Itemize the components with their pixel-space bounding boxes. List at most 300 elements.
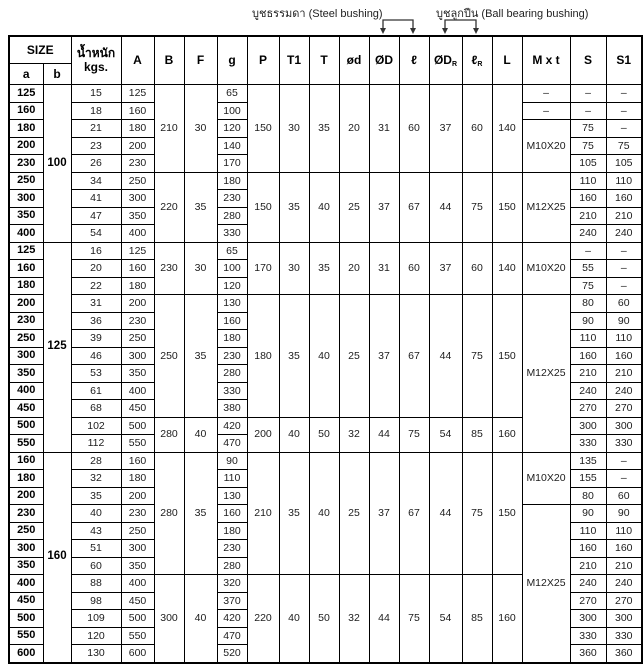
- cell-A: 230: [121, 505, 154, 523]
- spec-table-body: [9, 85, 642, 663]
- cell-g: 180: [217, 172, 247, 190]
- cell-S: 110: [570, 172, 606, 190]
- cell-b: 160: [43, 452, 71, 663]
- arrow-down-icon: [442, 28, 448, 34]
- cell-kgs: 102: [71, 417, 121, 435]
- table-row: [9, 295, 642, 313]
- cell-kgs: 51: [71, 540, 121, 558]
- cell-S: 160: [570, 540, 606, 558]
- cell-g: 100: [217, 102, 247, 120]
- cell-L: 160: [492, 575, 522, 663]
- cell-A: 500: [121, 610, 154, 628]
- cell-kgs: 54: [71, 225, 121, 243]
- cell-ODR: 54: [429, 575, 462, 663]
- cell-g: 120: [217, 120, 247, 138]
- cell-A: 400: [121, 575, 154, 593]
- cell-g: 230: [217, 540, 247, 558]
- cell-S1: 210: [606, 557, 642, 575]
- cell-S1: 360: [606, 645, 642, 663]
- cell-kgs: 15: [71, 85, 121, 103]
- header-col-od: ød: [339, 36, 369, 85]
- cell-S: 240: [570, 225, 606, 243]
- cell-od: 25: [339, 172, 369, 242]
- cell-A: 250: [121, 330, 154, 348]
- cell-T1: 40: [279, 417, 309, 452]
- cell-A: 300: [121, 190, 154, 208]
- cell-mxt: –: [522, 102, 570, 120]
- cell-a: 250: [9, 330, 43, 348]
- cell-kgs: 31: [71, 295, 121, 313]
- cell-a: 450: [9, 592, 43, 610]
- cell-S: 360: [570, 645, 606, 663]
- cell-S1: –: [606, 452, 642, 470]
- cell-kgs: 32: [71, 470, 121, 488]
- cell-g: 420: [217, 610, 247, 628]
- cell-mxt: M12X25: [522, 295, 570, 453]
- cell-g: 280: [217, 557, 247, 575]
- cell-A: 450: [121, 592, 154, 610]
- cell-T1: 40: [279, 575, 309, 663]
- cell-A: 200: [121, 137, 154, 155]
- cell-OD: 37: [369, 452, 399, 575]
- cell-g: 330: [217, 382, 247, 400]
- cell-S1: 300: [606, 417, 642, 435]
- cell-S1: 75: [606, 137, 642, 155]
- cell-S1: –: [606, 85, 642, 103]
- cell-kgs: 53: [71, 365, 121, 383]
- cell-A: 550: [121, 627, 154, 645]
- cell-kgs: 36: [71, 312, 121, 330]
- cell-S1: 240: [606, 575, 642, 593]
- header-weight-unit: kgs.: [83, 59, 108, 74]
- cell-l: 75: [399, 575, 429, 663]
- cell-P: 170: [247, 242, 279, 295]
- cell-T1: 30: [279, 85, 309, 173]
- cell-S: 55: [570, 260, 606, 278]
- cell-S1: –: [606, 242, 642, 260]
- cell-S: –: [570, 242, 606, 260]
- cell-S1: 240: [606, 225, 642, 243]
- cell-S: 160: [570, 347, 606, 365]
- cell-T: 40: [309, 172, 339, 242]
- header-weight: [71, 36, 121, 85]
- cell-l: 67: [399, 452, 429, 575]
- cell-S: 110: [570, 522, 606, 540]
- cell-kgs: 20: [71, 260, 121, 278]
- cell-g: 280: [217, 365, 247, 383]
- cell-P: 150: [247, 172, 279, 242]
- cell-S1: –: [606, 277, 642, 295]
- cell-S: 330: [570, 627, 606, 645]
- cell-T1: 30: [279, 242, 309, 295]
- cell-S: 110: [570, 330, 606, 348]
- cell-P: 180: [247, 295, 279, 418]
- cell-ODR: 44: [429, 172, 462, 242]
- cell-l: 60: [399, 85, 429, 173]
- header-weight-thai: น้ำหนัก: [76, 45, 116, 60]
- cell-S1: 330: [606, 627, 642, 645]
- cell-ODR: 37: [429, 85, 462, 173]
- cell-F: 30: [184, 85, 217, 173]
- header-col-S1: S1: [606, 36, 642, 85]
- cell-L: 140: [492, 242, 522, 295]
- cell-A: 400: [121, 225, 154, 243]
- cell-b: 125: [43, 242, 71, 452]
- cell-g: 180: [217, 330, 247, 348]
- ball-bearing-bushing-label: บูชลูกปืน (Ball bearing bushing): [436, 8, 589, 20]
- header-size: SIZE: [9, 36, 71, 64]
- cell-T1: 35: [279, 452, 309, 575]
- cell-T: 40: [309, 452, 339, 575]
- cell-g: 140: [217, 137, 247, 155]
- cell-od: 32: [339, 575, 369, 663]
- cell-ODR: 54: [429, 417, 462, 452]
- cell-g: 100: [217, 260, 247, 278]
- cell-S: 75: [570, 277, 606, 295]
- cell-S: 105: [570, 155, 606, 173]
- cell-a: 350: [9, 557, 43, 575]
- cell-A: 230: [121, 155, 154, 173]
- cell-S1: 60: [606, 295, 642, 313]
- cell-S: 90: [570, 312, 606, 330]
- cell-A: 125: [121, 242, 154, 260]
- cell-g: 160: [217, 312, 247, 330]
- header-col-P: P: [247, 36, 279, 85]
- cell-kgs: 112: [71, 435, 121, 453]
- cell-A: 160: [121, 260, 154, 278]
- cell-S: 135: [570, 452, 606, 470]
- table-row: [9, 452, 642, 470]
- bracket-arrows-icon: [0, 0, 644, 35]
- cell-A: 350: [121, 557, 154, 575]
- cell-a: 160: [9, 260, 43, 278]
- cell-S: –: [570, 85, 606, 103]
- cell-mxt: M12X25: [522, 505, 570, 663]
- cell-T: 50: [309, 575, 339, 663]
- cell-F: 40: [184, 575, 217, 663]
- cell-OD: 31: [369, 242, 399, 295]
- cell-a: 230: [9, 505, 43, 523]
- cell-g: 120: [217, 277, 247, 295]
- cell-OD: 44: [369, 417, 399, 452]
- cell-S: 300: [570, 417, 606, 435]
- cell-S1: 210: [606, 207, 642, 225]
- cell-S1: 160: [606, 540, 642, 558]
- cell-lR: 85: [462, 575, 492, 663]
- cell-a: 400: [9, 225, 43, 243]
- cell-S1: 300: [606, 610, 642, 628]
- cell-g: 470: [217, 435, 247, 453]
- cell-S: –: [570, 102, 606, 120]
- cell-kgs: 21: [71, 120, 121, 138]
- cell-S: 80: [570, 295, 606, 313]
- header-col-T1: T1: [279, 36, 309, 85]
- cell-ODR: 44: [429, 295, 462, 418]
- cell-A: 160: [121, 452, 154, 470]
- cell-kgs: 35: [71, 487, 121, 505]
- cell-a: 200: [9, 137, 43, 155]
- cell-mxt: M10X20: [522, 120, 570, 173]
- cell-kgs: 16: [71, 242, 121, 260]
- cell-T1: 35: [279, 295, 309, 418]
- cell-S1: –: [606, 470, 642, 488]
- header-b: b: [43, 64, 71, 85]
- cell-a: 350: [9, 365, 43, 383]
- cell-L: 150: [492, 452, 522, 575]
- cell-T1: 35: [279, 172, 309, 242]
- cell-kgs: 61: [71, 382, 121, 400]
- cell-S1: –: [606, 260, 642, 278]
- header-col-A: A: [121, 36, 154, 85]
- cell-g: 230: [217, 347, 247, 365]
- cell-S: 210: [570, 365, 606, 383]
- cell-S: 75: [570, 137, 606, 155]
- cell-a: 500: [9, 610, 43, 628]
- cell-a: 350: [9, 207, 43, 225]
- cell-S1: 240: [606, 382, 642, 400]
- cell-g: 230: [217, 190, 247, 208]
- cell-a: 600: [9, 645, 43, 663]
- cell-kgs: 41: [71, 190, 121, 208]
- cell-kgs: 43: [71, 522, 121, 540]
- cell-A: 450: [121, 400, 154, 418]
- cell-g: 65: [217, 85, 247, 103]
- cell-S1: 105: [606, 155, 642, 173]
- cell-g: 170: [217, 155, 247, 173]
- cell-A: 350: [121, 207, 154, 225]
- cell-g: 130: [217, 295, 247, 313]
- cell-g: 160: [217, 505, 247, 523]
- cell-S: 300: [570, 610, 606, 628]
- cell-kgs: 34: [71, 172, 121, 190]
- cell-S1: 60: [606, 487, 642, 505]
- cell-a: 200: [9, 487, 43, 505]
- header-col-l: ℓ: [399, 36, 429, 85]
- cell-S1: 330: [606, 435, 642, 453]
- cell-a: 230: [9, 312, 43, 330]
- header-a: a: [9, 64, 43, 85]
- cell-S: 210: [570, 207, 606, 225]
- cell-a: 300: [9, 347, 43, 365]
- cell-S1: 90: [606, 312, 642, 330]
- cell-L: 150: [492, 172, 522, 242]
- cell-P: 210: [247, 452, 279, 575]
- cell-A: 400: [121, 382, 154, 400]
- table-row: [9, 172, 642, 190]
- cell-T: 50: [309, 417, 339, 452]
- cell-F: 30: [184, 242, 217, 295]
- cell-a: 180: [9, 470, 43, 488]
- cell-g: 330: [217, 225, 247, 243]
- cell-kgs: 47: [71, 207, 121, 225]
- cell-S1: 90: [606, 505, 642, 523]
- cell-mxt: M10X20: [522, 242, 570, 295]
- cell-a: 250: [9, 522, 43, 540]
- cell-B: 210: [154, 85, 184, 173]
- cell-lR: 75: [462, 452, 492, 575]
- cell-g: 420: [217, 417, 247, 435]
- cell-A: 180: [121, 277, 154, 295]
- header-col-Mxt: M x t: [522, 36, 570, 85]
- cell-S: 155: [570, 470, 606, 488]
- cell-g: 370: [217, 592, 247, 610]
- cell-od: 25: [339, 452, 369, 575]
- steel-bushing-label: บูชธรรมดา (Steel bushing): [252, 8, 383, 20]
- cell-P: 220: [247, 575, 279, 663]
- header-col-S: S: [570, 36, 606, 85]
- header-col-T: T: [309, 36, 339, 85]
- cell-lR: 75: [462, 172, 492, 242]
- cell-kgs: 88: [71, 575, 121, 593]
- cell-OD: 31: [369, 85, 399, 173]
- cell-l: 67: [399, 172, 429, 242]
- cell-P: 200: [247, 417, 279, 452]
- cell-S1: 270: [606, 592, 642, 610]
- cell-a: 180: [9, 120, 43, 138]
- cell-kgs: 28: [71, 452, 121, 470]
- cell-A: 180: [121, 470, 154, 488]
- cell-g: 320: [217, 575, 247, 593]
- arrow-down-icon: [473, 28, 479, 34]
- cell-g: 520: [217, 645, 247, 663]
- cell-S: 210: [570, 557, 606, 575]
- cell-a: 230: [9, 155, 43, 173]
- cell-a: 250: [9, 172, 43, 190]
- cell-kgs: 109: [71, 610, 121, 628]
- cell-S: 240: [570, 575, 606, 593]
- cell-kgs: 68: [71, 400, 121, 418]
- cell-lR: 60: [462, 242, 492, 295]
- cell-F: 35: [184, 452, 217, 575]
- cell-a: 200: [9, 295, 43, 313]
- cell-A: 200: [121, 295, 154, 313]
- cell-kgs: 46: [71, 347, 121, 365]
- cell-mxt: –: [522, 85, 570, 103]
- cell-S: 240: [570, 382, 606, 400]
- cell-S1: –: [606, 102, 642, 120]
- cell-F: 35: [184, 172, 217, 242]
- cell-F: 35: [184, 295, 217, 418]
- cell-kgs: 22: [71, 277, 121, 295]
- cell-B: 250: [154, 295, 184, 418]
- cell-g: 65: [217, 242, 247, 260]
- header-col-L: L: [492, 36, 522, 85]
- cell-S1: 210: [606, 365, 642, 383]
- ball-bearing-bracket-icon: [445, 20, 476, 30]
- steel-bushing-bracket-icon: [383, 20, 413, 30]
- cell-kgs: 40: [71, 505, 121, 523]
- cell-ODR: 44: [429, 452, 462, 575]
- cell-A: 350: [121, 365, 154, 383]
- cell-g: 280: [217, 207, 247, 225]
- cell-a: 450: [9, 400, 43, 418]
- cell-A: 500: [121, 417, 154, 435]
- cell-T: 35: [309, 85, 339, 173]
- cell-a: 180: [9, 277, 43, 295]
- cell-S: 270: [570, 592, 606, 610]
- cell-A: 250: [121, 522, 154, 540]
- cell-S: 75: [570, 120, 606, 138]
- header-col-OD: ØD: [369, 36, 399, 85]
- cell-lR: 75: [462, 295, 492, 418]
- cell-g: 180: [217, 522, 247, 540]
- cell-B: 280: [154, 417, 184, 452]
- cell-l: 67: [399, 295, 429, 418]
- cell-g: 380: [217, 400, 247, 418]
- cell-kgs: 18: [71, 102, 121, 120]
- cell-S1: 110: [606, 522, 642, 540]
- cell-a: 300: [9, 190, 43, 208]
- table-row: [9, 242, 642, 260]
- cell-kgs: 26: [71, 155, 121, 173]
- cell-A: 300: [121, 347, 154, 365]
- cell-S1: 110: [606, 330, 642, 348]
- cell-a: 160: [9, 452, 43, 470]
- cell-a: 500: [9, 417, 43, 435]
- table-header: [9, 36, 642, 85]
- cell-od: 20: [339, 85, 369, 173]
- cell-kgs: 130: [71, 645, 121, 663]
- cell-kgs: 60: [71, 557, 121, 575]
- cell-P: 150: [247, 85, 279, 173]
- header-col-F: F: [184, 36, 217, 85]
- cell-kgs: 98: [71, 592, 121, 610]
- cell-L: 150: [492, 295, 522, 418]
- cell-l: 75: [399, 417, 429, 452]
- header-col-g: g: [217, 36, 247, 85]
- cell-B: 300: [154, 575, 184, 663]
- table-row: [9, 85, 642, 103]
- cell-l: 60: [399, 242, 429, 295]
- cell-OD: 37: [369, 295, 399, 418]
- cell-A: 160: [121, 102, 154, 120]
- cell-a: 125: [9, 85, 43, 103]
- cell-S1: 160: [606, 190, 642, 208]
- cell-S1: 270: [606, 400, 642, 418]
- cell-a: 300: [9, 540, 43, 558]
- cell-ODR: 37: [429, 242, 462, 295]
- cell-B: 280: [154, 452, 184, 575]
- cell-L: 160: [492, 417, 522, 452]
- cell-kgs: 120: [71, 627, 121, 645]
- arrow-down-icon: [380, 28, 386, 34]
- cell-od: 25: [339, 295, 369, 418]
- cell-kgs: 23: [71, 137, 121, 155]
- cell-L: 140: [492, 85, 522, 173]
- cell-lR: 60: [462, 85, 492, 173]
- header-col-B: B: [154, 36, 184, 85]
- cell-T: 40: [309, 295, 339, 418]
- arrow-down-icon: [410, 28, 416, 34]
- cell-A: 200: [121, 487, 154, 505]
- cell-a: 550: [9, 627, 43, 645]
- cell-g: 470: [217, 627, 247, 645]
- cell-A: 125: [121, 85, 154, 103]
- cell-a: 550: [9, 435, 43, 453]
- header-col-lR: ℓ$_R$: [462, 36, 492, 85]
- cell-kgs: 39: [71, 330, 121, 348]
- cell-T: 35: [309, 242, 339, 295]
- cell-S1: 110: [606, 172, 642, 190]
- header-col-ODR: $ØD_R$: [429, 36, 462, 85]
- cell-B: 230: [154, 242, 184, 295]
- cell-a: 125: [9, 242, 43, 260]
- cell-OD: 37: [369, 172, 399, 242]
- cell-F: 40: [184, 417, 217, 452]
- cell-b: 100: [43, 85, 71, 243]
- cell-S: 270: [570, 400, 606, 418]
- cell-lR: 85: [462, 417, 492, 452]
